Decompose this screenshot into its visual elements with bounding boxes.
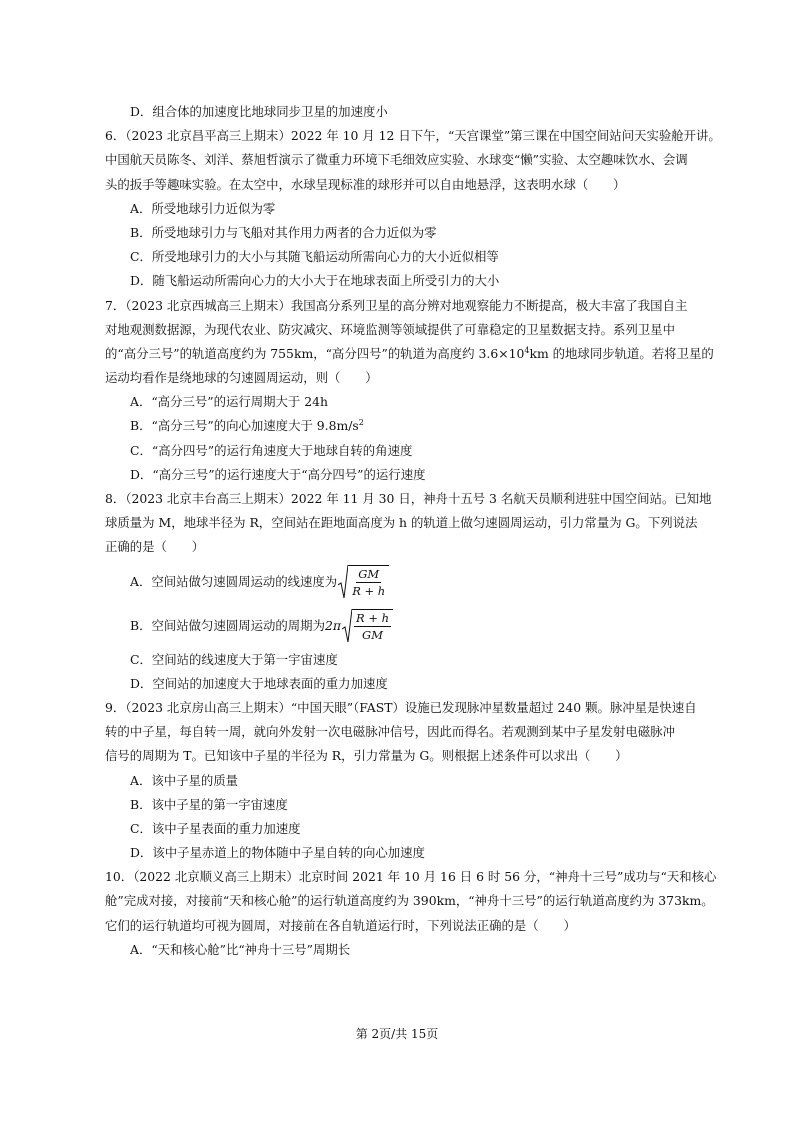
q6-option-c: C．所受地球引力的大小与其随飞船运动所需向心力的大小近似相等	[130, 249, 499, 265]
q9-option-b: B．该中子星的第一宇宙速度	[130, 796, 288, 812]
q8-option-b-denominator: GM	[362, 628, 383, 643]
q7-option-b-text: B．“高分三号”的向心加速度大于 9.8m/s	[130, 418, 359, 434]
q8-stem-line-3: 正确的是（ ）	[105, 539, 205, 555]
question-content	[105, 100, 721, 962]
q8-option-a-radical	[338, 565, 389, 599]
q7-stem-line-3	[105, 342, 714, 366]
q7-stem-line-1: 7．（2023 北京西城高三上期末）我国高分系列卫星的高分辨对地观察能力不断提高，极大丰富了我国自主	[105, 297, 688, 313]
q8-option-b-numerator: R + h	[356, 611, 390, 626]
q8-option-a-denominator: R + h	[352, 584, 386, 599]
q8-option-b	[105, 604, 701, 648]
q8-option-b-text: B．空间站做匀速圆周运动的周期为	[130, 617, 325, 633]
q6-stem-line-3: 头的扳手等趣味实验。在太空中，水球呈现标准的球形并可以自由地悬浮，这表明水球（ ）	[105, 176, 626, 192]
q7-option-b-exponent: 2	[358, 418, 364, 428]
q8-option-a	[105, 560, 701, 604]
q9-option-c: C．该中子星表面的重力加速度	[130, 820, 301, 836]
q8-option-b-radical	[342, 609, 393, 643]
radical-sign-icon	[342, 609, 352, 643]
page-footer: 第 2页/共 15页	[355, 1027, 439, 1041]
q8-option-a-numerator: GM	[358, 567, 380, 582]
q8-option-b-fraction	[352, 609, 393, 643]
q8-stem-line-1: 8．（2023 北京丰台高三上期末）2022 年 11 月 30 日，神舟十五号 3 名航天员顺利进驻中国空间站。已知地	[105, 491, 712, 506]
q7-stem-line-4: 运动均看作是绕地球的匀速圆周运动，则（ ）	[105, 370, 378, 386]
q8-stem-line-2: 球质量为 M，地球半径为 R，空间站在距地面高度为 h 的轨道上做匀速圆周运动，引力常量为 G。下列说法	[105, 515, 698, 531]
q7-line3-text-b: km 的地球同步轨道。若将卫星的	[529, 345, 714, 361]
q10-stem-line-1: 10．（2022 北京顺义高三上期末）北京时间 2021 年 10 月 16 日 6 时 56 分，“神舟十三号”成功与“天和核心	[105, 869, 717, 885]
radical-sign-icon	[338, 565, 348, 599]
q8-option-b-formula	[325, 604, 393, 648]
q9-stem-line-2: 转的中子星，每自转一周，就向外发射一次电磁脉冲信号，因此而得名。若观测到某中子星发射电磁脉冲	[105, 724, 675, 740]
q7-option-c: C．“高分四号”的运行角速度大于地球自转的角速度	[130, 442, 413, 458]
q8-option-a-fraction	[348, 565, 389, 599]
q7-option-a: A．“高分三号”的运行周期大于 24h	[130, 394, 328, 410]
q8-option-c: C．空间站的线速度大于第一宇宙速度	[130, 651, 338, 667]
q8-option-b-two-pi: 2π	[324, 618, 341, 634]
q8-option-a-formula	[337, 565, 389, 599]
q5-option-d: D．组合体的加速度比地球同步卫星的加速度小	[130, 104, 388, 119]
q6-option-d: D．随飞船运动所需向心力的大小大于在地球表面上所受引力的大小	[130, 273, 500, 289]
q7-option-d: D．“高分三号”的运行速度大于“高分四号”的运行速度	[130, 466, 426, 482]
q8-option-a-text: A．空间站做匀速圆周运动的线速度为	[130, 573, 338, 589]
q10-option-a: A．“天和核心舱”比“神舟十三号”周期长	[130, 941, 351, 957]
q9-stem-line-3: 信号的周期为 T。已知该中子星的半径为 R，引力常量为 G。则根据上述条件可以求出（ ）	[105, 748, 628, 764]
q6-option-b: B．所受地球引力与飞船对其作用力两者的合力近似为零	[130, 224, 437, 240]
q9-option-d: D．该中子星赤道上的物体随中子星自转的向心加速度	[130, 845, 425, 861]
q9-stem-line-1: 9．（2023 北京房山高三上期末）“中国天眼”（FAST）设施已发现脉冲星数量超过 240 颗。脉冲星是快速自	[105, 699, 697, 715]
q7-option-b	[105, 414, 701, 438]
q7-line3-text-a: 的“高分三号”的轨道高度约为 755km，“高分四号”的轨道为高度约 3.6×10	[105, 345, 525, 361]
q6-option-a: A．所受地球引力近似为零	[130, 200, 276, 216]
q9-option-a: A．该中子星的质量	[130, 772, 239, 788]
q7-line3-exponent: 4	[524, 345, 530, 355]
q6-stem-line-2: 中国航天员陈冬、刘洋、蔡旭哲演示了微重力环境下毛细效应实验、水球变“懒”实验、太空趣味饮水、会调	[105, 152, 688, 168]
q7-stem-line-2: 对地观测数据源，为现代农业、防灾减灾、环境监测等领域提供了可靠稳定的卫星数据支持。系列卫星中	[105, 321, 675, 337]
q10-stem-line-3: 它们的运行轨道均可视为圆周，对接前在各自轨道运行时，下列说法正确的是（ ）	[105, 917, 576, 933]
q10-stem-line-2: 舱”完成对接，对接前“天和核心舱”的运行轨道高度约为 390km，“神舟十三号”的运行轨道高度约为 373km。	[105, 893, 714, 909]
q6-stem-line-1: 6．（2023 北京昌平高三上期末）2022 年 10 月 12 日下午，“天宫课堂”第三课在中国空间站问天实验舱开讲。	[105, 128, 721, 144]
q8-option-d: D．空间站的加速度大于地球表面的重力加速度	[130, 675, 388, 691]
